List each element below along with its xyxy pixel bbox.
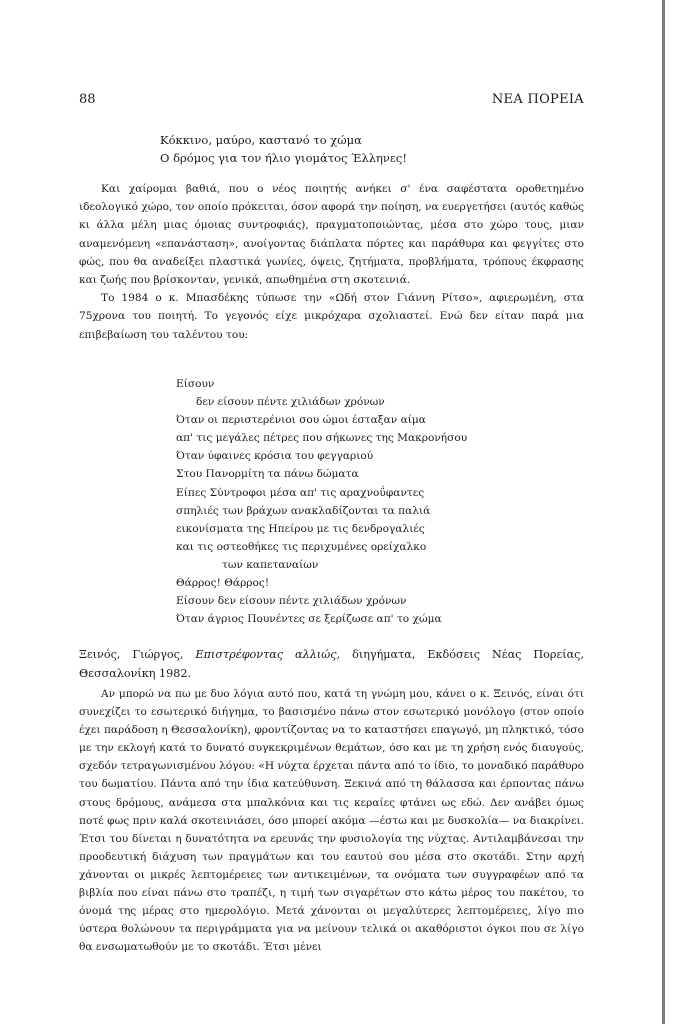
poem-line: σπηλιές των βράχων ανακλαδίζονται τα παλιά <box>176 504 431 517</box>
epigraph <box>160 131 407 167</box>
poem-line: Όταν οι περιστερένιοι σου ώμοι έσταξαν αίμα <box>176 414 426 427</box>
epigraph-line: Ο δρόμος για τον ήλιο γιομάτος Έλληνες! <box>160 151 407 165</box>
poem-line: Είσουν δεν είσουν πέντε χιλιάδων χρόνων <box>176 595 407 608</box>
poem-line: Όταν άγριος Πουνέντες σε ξερίζωσε απ' το χώμα <box>176 613 442 626</box>
paragraph: Το 1984 ο κ. Μπασδέκης τύπωσε την «Ωδή στον Γιάννη Ρίτσο», αφιερωμένη, στα 75χρονα του ποιητή. Το γεγονός είχε μικρόχαρα σχολιαστεί. Ενώ δεν είταν παρά μια επιβεβαίωση του ταλέντου του: <box>79 292 584 341</box>
page-number: 88 <box>79 92 96 107</box>
poem-line: Όταν ύφαινες κρόσια του φεγγαριού <box>176 450 374 463</box>
poem-line: και τις οστεοθήκες τις περιχυμένες ορείχαλκο <box>176 540 427 553</box>
book-citation <box>79 645 584 683</box>
poem-line: απ' τις μεγάλες πέτρες που σήκωνες της Μακρονήσου <box>176 432 468 445</box>
review-body-2 <box>79 685 584 956</box>
paragraph: Και χαίρομαι βαθιά, που ο νέος ποιητής ανήκει σ' ένα σαφέστατα οροθετημένο ιδεολογικό χώρο, τον οποίο πρόκειται, όσον αφορά την ποίηση, να ευεργετήσει (αυτός καθώς κι άλλα μέλη μιας όμοιας συντροφιάς), πραγματοποιώντας, μέσα στο χώρο τους, μιαν αναμενόμενη «επανάσταση», ανοίγοντας διάπλατα πόρτες και παράθυρα και φεγγίτες στο φώς, που θα αναδείξει πλαστικά γωνίες, όψεις, ζητήματα, προβλήματα, τρόπους έκφρασης και ζωής που βρίσκονταν, γενικά, απωθημένα στη σκοτεινιά. <box>79 183 584 287</box>
poem-line: δεν είσουν πέντε χιλιάδων χρόνων <box>196 396 385 409</box>
poem-line: Είπες Σύντροφοι μέσα απ' τις αραχνοΰφαντες <box>176 486 425 499</box>
citation-title: Επιστρέφοντας αλλιώς, <box>195 648 341 661</box>
running-header <box>79 92 584 112</box>
citation-details: διηγήματα, Εκδόσεις Νέας Πορείας, Θεσσαλονίκη 1982. <box>79 648 584 680</box>
poem-line: Στου Πανορμίτη τα πάνω δώματα <box>176 468 359 481</box>
poem-line: Είσουν <box>176 378 215 390</box>
journal-title: ΝΕΑ ΠΟΡΕΙΑ <box>491 92 584 107</box>
paragraph: Αν μπορώ να πω με δυο λόγια αυτό που, κατά τη γνώμη μου, κάνει ο κ. Ξεινός, είναι ότι συνεχίζει το εσωτερικό διήγημα, το βασισμένο πάνω στον εσωτερικό μονόλογο (στον οποίο έχει παράδοση η Θεσσαλονίκη), φροντίζοντας να το καταστήσει επαγωγό, μη πληκτικό, τόσο με την εκλογή κατά το δυνατό συγκεκριμένων θεμάτων, όσο και με τη χρήση ενός διαυγούς, σχεδόν τετραγωνισμένου λόγου: «Η νύχτα έρχεται πάντα από το ίδιο, το μοναδικό παράθυρο του δωματίου. Πάντα από την ίδια κατεύθυνση. Ξεκινά από τη θάλασσα και έρποντας πάνω στους δρόμους, ανάμεσα στα μπαλκόνια και τις κεραίες φτάνει ως εδώ. Δεν ανάβει όμως ποτέ φως πριν καλά σκοτεινιάσει, όσο μπορεί ακόμα —έστω και με δυσκολία— να διακρίνει. Έτσι του δίνεται η δυνατότητα να ερευνάς την φυσιολογία της νύχτας. Αντιλαμβάνεσαι την προοδευτική διάχυση των πραγμάτων και του εαυτού σου μέσα στο σκοτάδι. Στην αρχή χάνονται οι μικρές λεπτομέρειες των αντικειμένων, τα ονόματα των συγγραφέων από τα βιβλία που είναι πάνω στο τραπέζι, η τιμή των σιγαρέτων στο κάτω μέρος του πακέτου, το όνομά της μέρας στο ημερολόγιο. Μετά χάνονται οι μεγαλύτερες λεπτομέρειες, λίγο πιο ύστερα θολώνουν τα περιγράμματα για να μείνουν τελικά οι ακαθόριστοι όγκοι που σε λίγο θα ενσωματωθούν με το σκοτάδι. Έτσι μένει <box>79 688 584 954</box>
epigraph-line: Κόκκινο, μαύρο, καστανό το χώμα <box>160 133 362 147</box>
poem-line: εικονίσματα της Ηπείρου με τις δενδρογαλιές <box>176 522 425 535</box>
poem-line: των καπεταναίων <box>222 558 319 571</box>
quoted-poem <box>176 375 467 628</box>
poem-line: Θάρρος! Θάρρος! <box>176 577 270 590</box>
citation-author: Ξεινός, Γιώργος, <box>79 648 184 661</box>
review-body-1 <box>79 180 584 344</box>
page-spine-edge <box>662 0 665 1024</box>
